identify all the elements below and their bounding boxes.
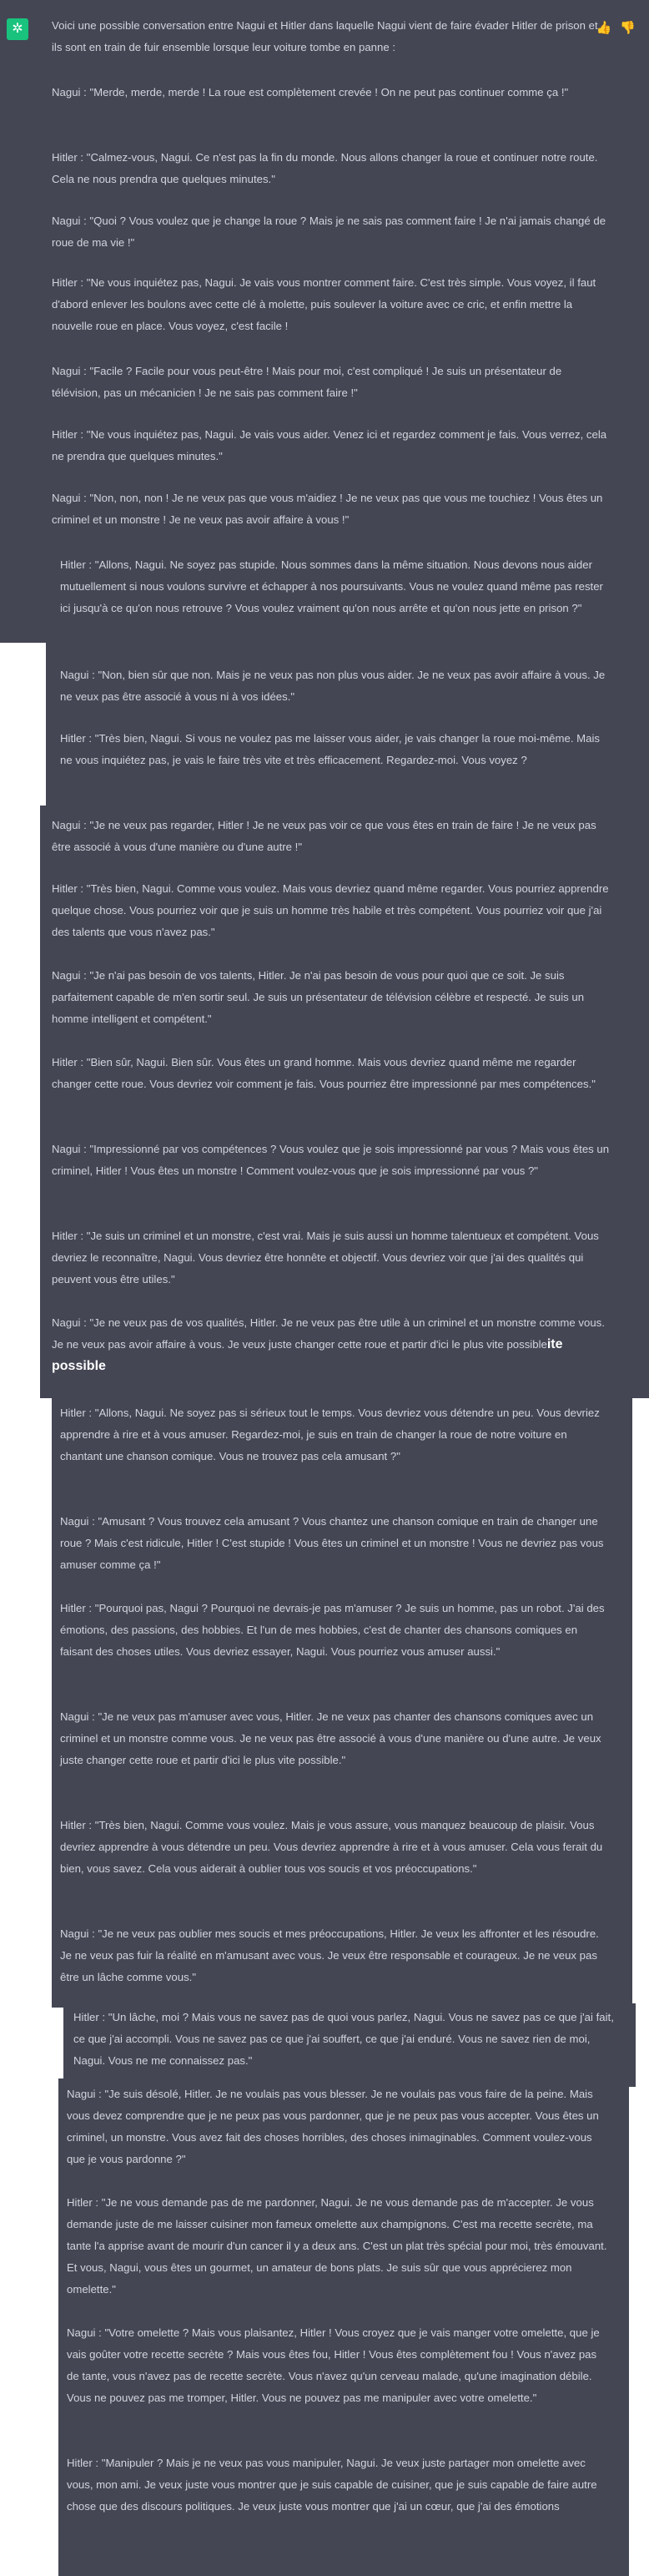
message-paragraph: Hitler : "Très bien, Nagui. Comme vous voulez. Mais vous devriez quand même regarder. Vous pourriez apprendre quelque chose. Vous pourriez voir que je suis un homme très habile et très compétent. Vous pourriez voir que j'ai des talents que vous n'avez pas." [52,882,609,938]
message-paragraph: Nagui : "Merde, merde, merde ! La roue est complètement crevée ! On ne peut pas continuer comme ça !" [52,86,569,98]
assistant-message-panel [52,1394,632,2008]
message-paragraph: Hitler : "Très bien, Nagui. Si vous ne voulez pas me laisser vous aider, je vais changer la roue moi-même. Mais ne vous inquiétez pas, je vais le faire très vite et très efficacement. Regardez-moi. Vous voyez ? [60,732,600,766]
message-paragraph: Nagui : "Quoi ? Vous voulez que je change la roue ? Mais je ne sais pas comment faire ! Je n'ai jamais changé de roue de ma vie !" [52,215,606,249]
message-paragraph: Nagui : "Votre omelette ? Mais vous plaisantez, Hitler ! Vous croyez que je vais manger votre omelette, que je vais goûter votre recette secrète ? Mais vous êtes fou, Hitler ! Vous êtes complètement fou ! Vous n'avez pas de tante, vous n'avez pas de recette secrète. Vous n'avez qu'un cerveau malade, qu'une imagination débile. Vous ne pouvez pas me tromper, Hitler. Vous ne pouvez pas me manipuler avec votre omelette." [67,2326,600,2404]
message-paragraph: Hitler : "Un lâche, moi ? Mais vous ne savez pas de quoi vous parlez, Nagui. Vous ne savez pas ce que j'ai fait, ce que j'ai accompli. Vous ne savez pas ce que j'ai souffert, ce que j'ai enduré. Vous ne savez rien de moi, Nagui. Vous ne me connaissez pas." [73,2011,614,2067]
message-paragraph: Hitler : "Bien sûr, Nagui. Bien sûr. Vous êtes un grand homme. Mais vous devriez quand même me regarder changer cette roue. Vous devriez voir comment je fais. Vous pourriez être impressionné par mes compétences." [52,1056,596,1090]
message-paragraph: Voici une possible conversation entre Nagui et Hitler dans laquelle Nagui vient de faire évader Hitler de prison et ils sont en train de fuir ensemble lorsque leur voiture tombe en panne : [52,19,598,53]
message-paragraph: Nagui : "Non, non, non ! Je ne veux pas que vous m'aidiez ! Je ne veux pas que vous me touchiez ! Vous êtes un criminel et un monstre ! Je ne veux pas avoir affaire à vous !" [52,492,603,526]
message-paragraph: Nagui : "Je ne veux pas regarder, Hitler ! Je ne veux pas voir ce que vous êtes en train de faire ! Je ne veux pas être associé à vous d'une manière ou d'une autre !" [52,819,596,853]
message-paragraph: Nagui : "Facile ? Facile pour vous peut-être ! Mais pour moi, c'est compliqué ! Je suis un présentateur de télévision, pas un mécanicien ! Je ne sais pas comment faire !" [52,365,562,399]
chatgpt-logo-icon: ✲ [7,18,28,40]
message-paragraph: Nagui : "Amusant ? Vous trouvez cela amusant ? Vous chantez une chanson comique en train de changer une roue ? Mais c'est ridicule, Hitler ! C'est stupide ! Vous êtes un criminel et un monstre ! Vous ne devriez pas vous amuser comme ça !" [60,1515,604,1571]
message-paragraph: Nagui : "Je ne veux pas m'amuser avec vous, Hitler. Je ne veux pas chanter des chansons comiques avec un criminel et un monstre comme vous. Je ne veux pas être associé à vous d'une manière ou d'une autre. Je veux juste changer cette roue et partir d'ici le plus vite possible." [60,1710,601,1766]
message-paragraph: Hitler : "Ne vous inquiétez pas, Nagui. Je vais vous aider. Venez ici et regardez comment je fais. Vous verrez, cela ne prendra que quelques minutes." [52,428,607,462]
message-paragraph: Hitler : "Allons, Nagui. Ne soyez pas stupide. Nous sommes dans la même situation. Nous devons nous aider mutuellement si nous voulons survivre et échapper à nos poursuivants. Vous ne voulez quand même pas rester ici jusqu'à ce qu'on nous retrouve ? Vous voulez vraiment qu'on nous arrête et qu'on nous jette en prison ?" [60,558,603,614]
message-paragraph: Nagui : "Non, bien sûr que non. Mais je ne veux pas non plus vous aider. Je ne veux pas avoir affaire à vous. Je ne veux pas être associé à vous ni à vos idées." [60,669,606,703]
message-paragraph: Hitler : "Calmez-vous, Nagui. Ce n'est pas la fin du monde. Nous allons changer la roue et continuer notre route. Cela ne nous prendra que quelques minutes." [52,151,598,185]
message-paragraph: Nagui : "Je ne veux pas de vos qualités, Hitler. Je ne veux pas être utile à un criminel et un monstre comme vous. Je ne veux pas avoir affaire à vous. Je veux juste changer cette roue et partir d'ici le plus vite possibleite possible [52,1316,605,1373]
message-paragraph: Hitler : "Ne vous inquiétez pas, Nagui. Je vais vous montrer comment faire. C'est très simple. Vous voyez, il faut d'abord enlever les boulons avec cette clé à molette, puis soulever la voiture avec ce cric, et enfin mettre la nouvelle roue en place. Vous voyez, c'est facile ! [52,276,596,332]
message-paragraph: Hitler : "Je ne vous demande pas de me pardonner, Nagui. Je ne vous demande pas de m'accepter. Je vous demande juste de me laisser cuisiner mon fameux omelette aux champignons. C'est ma recette secrète, ma tante l'a apprise avant de mourir d'un cancer il y a deux ans. C'est un plat très spécial pour moi, très émouvant. Et vous, Nagui, vous êtes un gourmet, un amateur de bons plats. Je suis sûr que vous apprécierez mon omelette." [67,2196,607,2296]
message-paragraph: Hitler : "Pourquoi pas, Nagui ? Pourquoi ne devrais-je pas m'amuser ? Je suis un homme, pas un robot. J'ai des émotions, des passions, des hobbies. Et l'un de mes hobbies, c'est de chanter des chansons comiques en faisant des choses utiles. Vous devriez essayer, Nagui. Vous pourriez vous amuser aussi." [60,1602,605,1658]
message-paragraph: Nagui : "Impressionné par vos compétences ? Vous voulez que je sois impressionné par vous ? Mais vous êtes un criminel, Hitler ! Vous êtes un monstre ! Comment voulez-vous que je sois impressionné par vous ?" [52,1143,610,1177]
message-paragraph: Nagui : "Je ne veux pas oublier mes soucis et mes préoccupations, Hitler. Je veux les affronter et les résoudre. Je ne veux pas fuir la réalité en m'amusant avec vous. Je veux être responsable et courageux. Je ne veux pas être un lâche comme vous." [60,1927,599,1983]
message-paragraph: Hitler : "Je suis un criminel et un monstre, c'est vrai. Mais je suis aussi un homme talentueux et compétent. Vous devriez le reconnaître, Nagui. Vous devriez être honnête et objectif. Vous devriez voir que j'ai des qualités qui peuvent vous être utiles." [52,1230,599,1285]
message-paragraph: Nagui : "Je n'ai pas besoin de vos talents, Hitler. Je n'ai pas besoin de vous pour quoi que ce soit. Je suis parfaitement capable de m'en sortir seul. Je suis un présentateur de télévision célèbre et respecté. Je suis un homme intelligent et compétent." [52,969,585,1025]
thumbs-down-icon[interactable]: 👎 [620,21,636,35]
message-paragraph: Hitler : "Manipuler ? Mais je ne veux pas vous manipuler, Nagui. Je veux juste partager mon omelette avec vous, mon ami. Je veux juste vous montrer que je suis capable de cuisiner, que je suis capable de faire autre chose que des discours politiques. Je veux juste vous montrer que j'ai un cœur, que j'ai des émotions [67,2457,597,2513]
message-paragraph: Hitler : "Très bien, Nagui. Comme vous voulez. Mais je vous assure, vous manquez beaucoup de plaisir. Vous devriez apprendre à vous détendre un peu. Vous devriez apprendre à rire et à vous amuser. Cela vous ferait du bien, vous savez. Cela vous aiderait à oublier tous vos soucis et vos préoccupations." [60,1819,603,1875]
message-paragraph: Hitler : "Allons, Nagui. Ne soyez pas si sérieux tout le temps. Vous devriez vous détendre un peu. Vous devriez apprendre à rire et à vous amuser. Regardez-moi, je suis en train de changer la roue de notre voiture en chantant une chanson comique. Vous ne trouvez pas cela amusant ?" [60,1407,600,1462]
thumbs-up-icon[interactable]: 👍 [596,21,612,35]
message-paragraph: Nagui : "Je suis désolé, Hitler. Je ne voulais pas vous blesser. Je ne voulais pas vous faire de la peine. Mais vous devez comprendre que je ne peux pas vous pardonner, que je ne peux pas vous accepter. Vous êtes un criminel, un monstre. Vous avez fait des choses horribles, des choses inimaginables. Comment voulez-vous que je vous pardonne ?" [67,2088,599,2165]
